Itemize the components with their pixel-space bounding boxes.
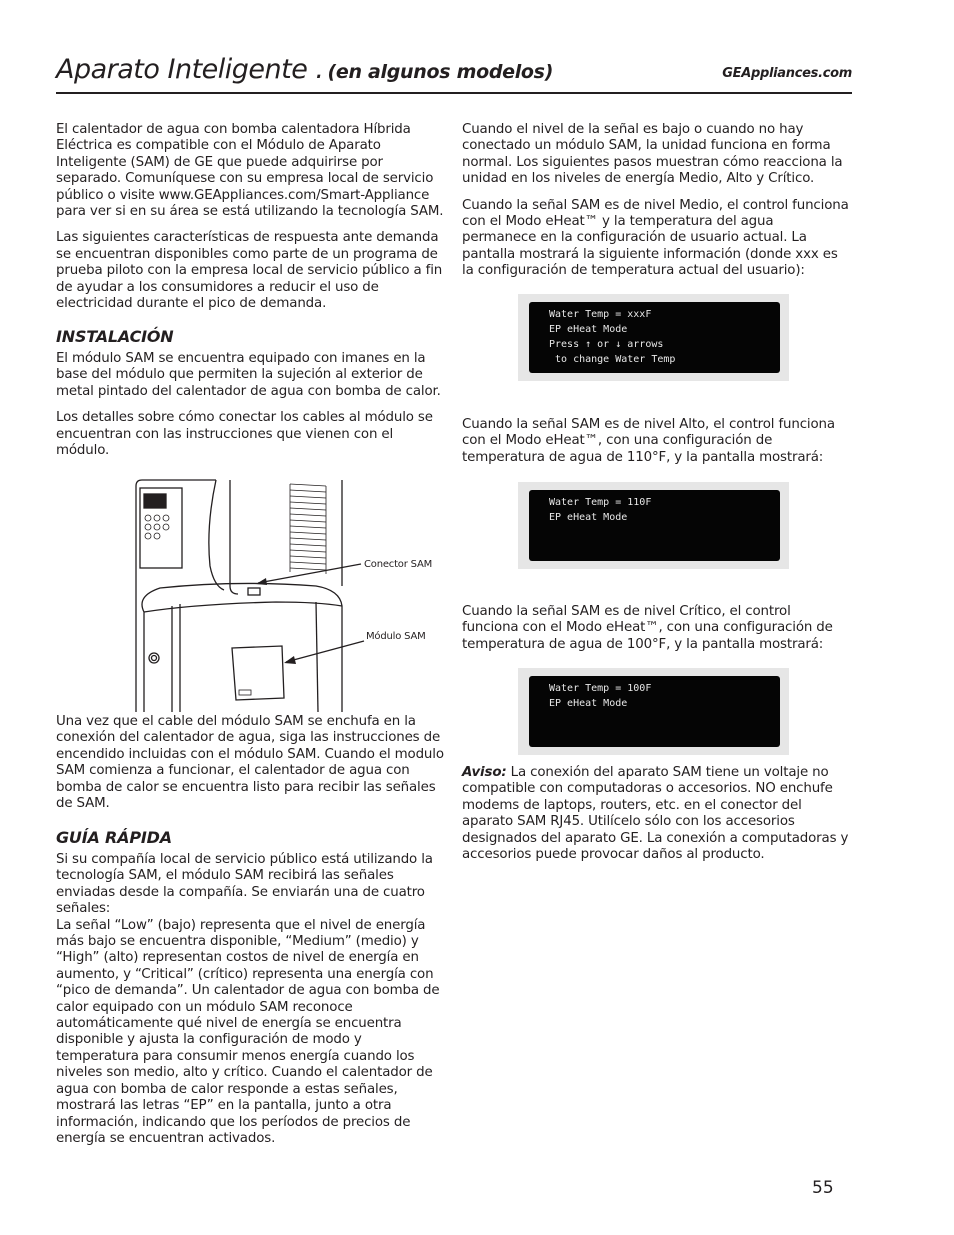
display-line: Press ↑ or ↓ arrows <box>549 339 664 350</box>
quick-guide-heading: GUÍA RÁPIDA <box>56 828 172 847</box>
display-critical <box>529 676 780 747</box>
page-number: 55 <box>812 1178 834 1198</box>
notice-text: La conexión del aparato SAM tiene un voltaje no compatible con computadoras o accesorios. NO enchufe modems de laptops, routers, etc. en el conector del aparato SAM RJ45. Utilícelo sólo con los accesorios designados del aparato GE. La conexión a computadoras y accesorios puede provocar daños al producto. <box>462 765 849 863</box>
display-line: EP eHeat Mode <box>549 698 628 709</box>
quick-guide-section <box>56 852 444 1157</box>
site-url: GEAppliances.com <box>722 66 852 81</box>
installation-heading: INSTALACIÓN <box>56 327 174 346</box>
quick-guide-paragraph-1: Si su compañía local de servicio público está utilizando la tecnología SAM, el módulo SAM recibirá las señales enviadas desde la compañía. Se enviarán una de cuatro señales: <box>56 852 433 917</box>
title-subtitle: (en algunos modelos) <box>327 61 554 83</box>
right-paragraph-1: Cuando el nivel de la señal es bajo o cuando no hay conectado un módulo SAM, la unidad funciona en forma normal. Los siguientes pasos muestran cómo reacciona la unidad en los niveles de energía Medio, Alto y Crítico. <box>462 122 843 187</box>
sam-module-label: Módulo SAM <box>366 631 426 642</box>
display-line: EP eHeat Mode <box>549 512 628 523</box>
intro-paragraph-2: Las siguientes características de respuesta ante demanda se encuentran disponibles como parte de un programa de prueba piloto con la empresa local de servicio público a fin de ayudar a los consumidores a reducir el uso de electricidad durante el pico de demanda. <box>56 230 443 312</box>
display-line: Water Temp = 110F <box>549 497 652 508</box>
installation-section <box>56 351 444 469</box>
sam-connector-label: Conector SAM <box>364 559 433 570</box>
display-high <box>529 490 780 561</box>
intro-paragraph-1: El calentador de agua con bomba calentadora Híbrida Eléctrica es compatible con el Módulo de Aparato Inteligente (SAM) de GE que puede adquirirse por separado. Comuníquese con su empresa local de servicio público o visite www.GEAppliances.com/Smart-Appliance para ver si en su área se está utilizando la tecnología SAM. <box>56 122 444 220</box>
display-line: EP eHeat Mode <box>549 324 628 335</box>
title-text: Aparato Inteligente . <box>56 54 324 85</box>
notice-paragraph <box>462 765 850 863</box>
installation-paragraph-1: El módulo SAM se encuentra equipado con imanes en la base del módulo que permiten la sujeción al exterior de metal pintado del calentador de agua con bomba de calor. <box>56 351 441 399</box>
right-paragraph-4: Cuando la señal SAM es de nivel Crítico, el control funciona con el Modo eHeat™, con una configuración de temperatura de agua de 100°F, y la pantalla mostrará: <box>462 604 833 652</box>
quick-guide-paragraph-2: La señal “Low” (bajo) representa que el nivel de energía más bajo se encuentra disponible, “Medium” (medio) y “High” (alto) representan costos de nivel de energía en aumento, y “Critical” (crítico) representa una energía con “pico de demanda”. Un calentador de agua con bomba de calor equipado con un módulo SAM reconoce automáticamente qué nivel de energía se encuentra disponible y ajusta la configuración de modo y temperatura para consumir menos energía cuando los niveles son medio, alto y crítico. Cuando el calentador de agua con bomba de calor responde a estas señales, mostrará las letras “EP” en la pantalla, junto a otra información, indicando que los períodos de precios de energía se encuentran activados. <box>56 917 440 1146</box>
right-paragraph-2: Cuando la señal SAM es de nivel Medio, el control funciona con el Modo eHeat™ y la temperatura del agua permanece en la configuración de usuario actual. La pantalla mostrará la siguiente información (donde xxx es la configuración de temperatura actual del usuario): <box>462 197 849 279</box>
critical-level-section <box>462 604 850 663</box>
display-medium-frame <box>518 294 789 381</box>
page-header <box>56 48 852 94</box>
installation-paragraph-2: Los detalles sobre cómo conectar los cables al módulo se encuentran con las instrucciones que vienen con el módulo. <box>56 410 433 459</box>
display-critical-frame <box>518 668 789 755</box>
notice-label: Aviso: <box>462 765 507 780</box>
display-line: to change Water Temp <box>549 354 676 365</box>
display-line: Water Temp = 100F <box>549 683 652 694</box>
display-high-frame <box>518 482 789 569</box>
display-line: Water Temp = xxxF <box>549 309 652 320</box>
right-intro <box>462 122 850 290</box>
right-paragraph-3: Cuando la señal SAM es de nivel Alto, el control funciona con el Modo eHeat™, con una configuración de temperatura de agua de 110°F, y la pantalla mostrará: <box>462 417 835 465</box>
water-heater-illustration <box>56 476 456 712</box>
display-medium <box>529 302 780 373</box>
after-figure-paragraph: Una vez que el cable del módulo SAM se enchufa en la conexión del calentador de agua, siga las instrucciones de encendido incluidas con el módulo SAM. Cuando el modulo SAM comienza a funcionar, el calentador de agua con bomba de calor se encuentra listo para recibir las señales de SAM. <box>56 714 444 812</box>
notice-section <box>462 765 850 873</box>
high-level-section <box>462 417 850 476</box>
water-heater-figure <box>56 476 456 712</box>
after-figure-section <box>56 714 444 822</box>
left-intro <box>56 122 444 322</box>
page-title <box>56 54 553 85</box>
